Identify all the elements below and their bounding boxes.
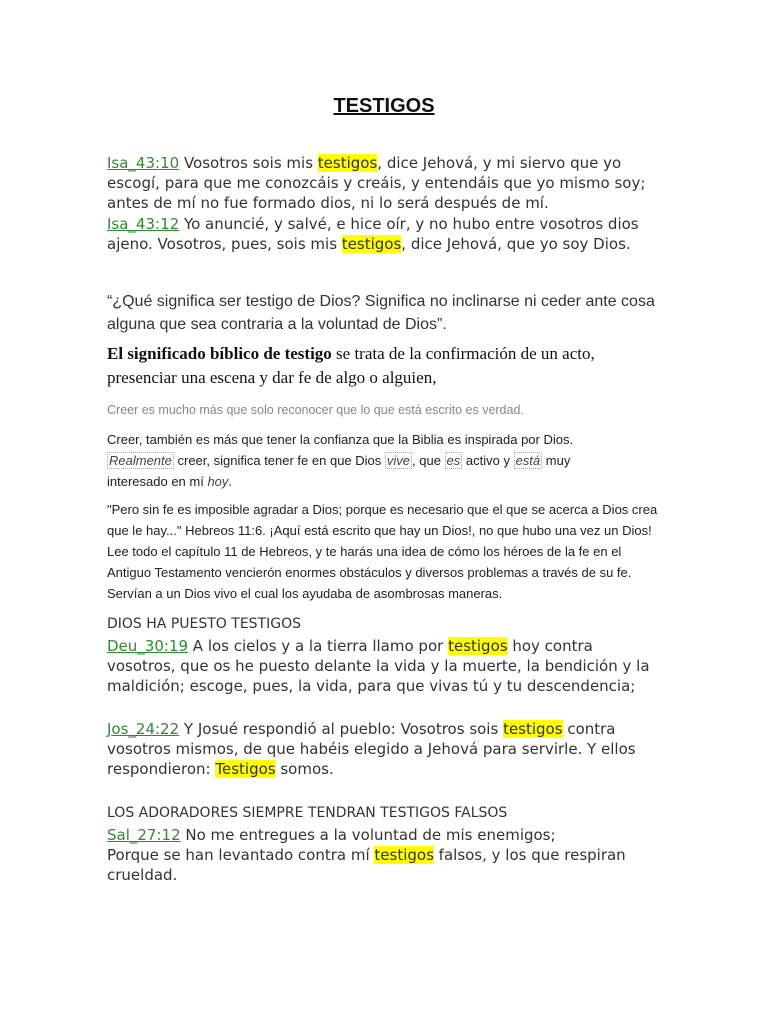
creer-paragraph <box>107 429 627 492</box>
verse-isa-43-12 <box>107 214 667 254</box>
verse-text: contra vosotros mismos, de que habéis elegido a Jehová para servirle. Y ellos respondieron: <box>107 720 636 778</box>
creer-text: creer, significa tener fe en que Dios <box>173 453 385 468</box>
quote-paragraph: “¿Qué significa ser testigo de Dios? Significa no inclinarse ni ceder ante cosa alguna que sea contraria a la voluntad de Dios”. <box>107 293 655 333</box>
highlighted-word: testigos <box>317 154 378 172</box>
emphasis-es: es <box>446 453 461 468</box>
verse-text: Porque se han levantado contra mí <box>107 846 375 864</box>
verse-text: hoy contra vosotros, que os he puesto delante la vida y la muerte, la bendición y la maldición; escoge, pues, la vida, para que vivas tú y tu descendencia; <box>107 637 650 695</box>
verse-link-jos-24-22[interactable]: Jos_24:22 <box>107 720 180 738</box>
verse-link-isa-43-10[interactable]: Isa_43:10 <box>107 154 180 172</box>
highlighted-word: testigos <box>503 720 563 738</box>
emphasis-vive: vive <box>386 453 411 468</box>
section-heading-testigos: DIOS HA PUESTO TESTIGOS <box>107 616 301 632</box>
section-heading-falsos: LOS ADORADORES SIEMPRE TENDRAN TESTIGOS FALSOS <box>107 805 508 821</box>
verse-text: Yo anuncié, y salvé, e hice oír, y no hubo entre vosotros dios ajeno. Vosotros, pues, sois mis <box>107 215 639 253</box>
creer-text: muy interesado en mí <box>107 453 571 489</box>
verse-text: No me entregues a la voluntad de mis enemigos; <box>180 826 556 844</box>
creer-text: . <box>228 474 233 489</box>
highlighted-word: testigos <box>448 637 508 655</box>
verse-link-deu-30-19[interactable]: Deu_30:19 <box>107 637 189 655</box>
definition-paragraph <box>107 342 637 390</box>
verse-sal-27-12 <box>107 825 662 885</box>
page-title: TESTIGOS <box>333 95 435 117</box>
verse-isa-43-10 <box>107 153 667 213</box>
emphasis-hoy: hoy <box>207 474 229 489</box>
hebreos-paragraph: "Pero sin fe es imposible agradar a Dios; porque es necesario que el que se acerca a Dios crea que le hay..." Hebreos 11:6. ¡Aquí está escrito que hay un Dios!, no que hubo una vez un Dios! Lee todo el capítulo 11 de Hebreos, y te harás una idea de cómo los héroes de la fe en el Antiguo Testamento vencierón enormes obstáculos y diversos problemas a través de su fe. Servían a un Dios vivo el cual los ayudaba de asombrosas maneras. <box>107 502 658 601</box>
creer-text: activo y <box>462 453 514 468</box>
definition-rest: se trata de la confirmación de un acto, presenciar una escena y dar fe de algo o alguien, <box>107 344 595 387</box>
verse-text: somos. <box>275 760 334 778</box>
highlighted-word: testigos <box>374 846 434 864</box>
verse-link-sal-27-12[interactable]: Sal_27:12 <box>107 826 181 844</box>
verse-text: Y Josué respondió al pueblo: Vosotros sois <box>179 720 504 738</box>
verse-deu-30-19 <box>107 636 662 696</box>
creer-gray-paragraph: Creer es mucho más que solo reconocer que lo que está escrito es verdad. <box>107 403 524 417</box>
highlighted-word-capital: Testigos <box>215 760 276 778</box>
creer-text: , que <box>412 453 445 468</box>
definition-lead: El <box>107 344 128 363</box>
creer-text: Creer, también es más que tener la confianza que la Biblia es inspirada por Dios. <box>107 432 574 447</box>
verse-text: A los cielos y a la tierra llamo por <box>188 637 449 655</box>
highlighted-word: testigos <box>341 235 402 253</box>
verse-jos-24-22 <box>107 719 662 779</box>
emphasis-realmente: Realmente <box>109 453 172 468</box>
verse-text: , dice Jehová, y mi siervo que yo escogí, para que me conozcáis y creáis, y entendáis que yo mismo soy; antes de mí no fue formado dios, ni lo será después de mí. <box>107 154 646 212</box>
emphasis-esta: está <box>515 453 541 468</box>
definition-bold: significado bíblico de testigo <box>127 344 332 363</box>
verse-text: , dice Jehová, que yo soy Dios. <box>401 235 631 253</box>
verse-text: falsos, y los que respiran crueldad. <box>107 846 626 884</box>
verse-link-isa-43-12[interactable]: Isa_43:12 <box>107 215 180 233</box>
verse-text: Vosotros sois mis <box>179 154 318 172</box>
